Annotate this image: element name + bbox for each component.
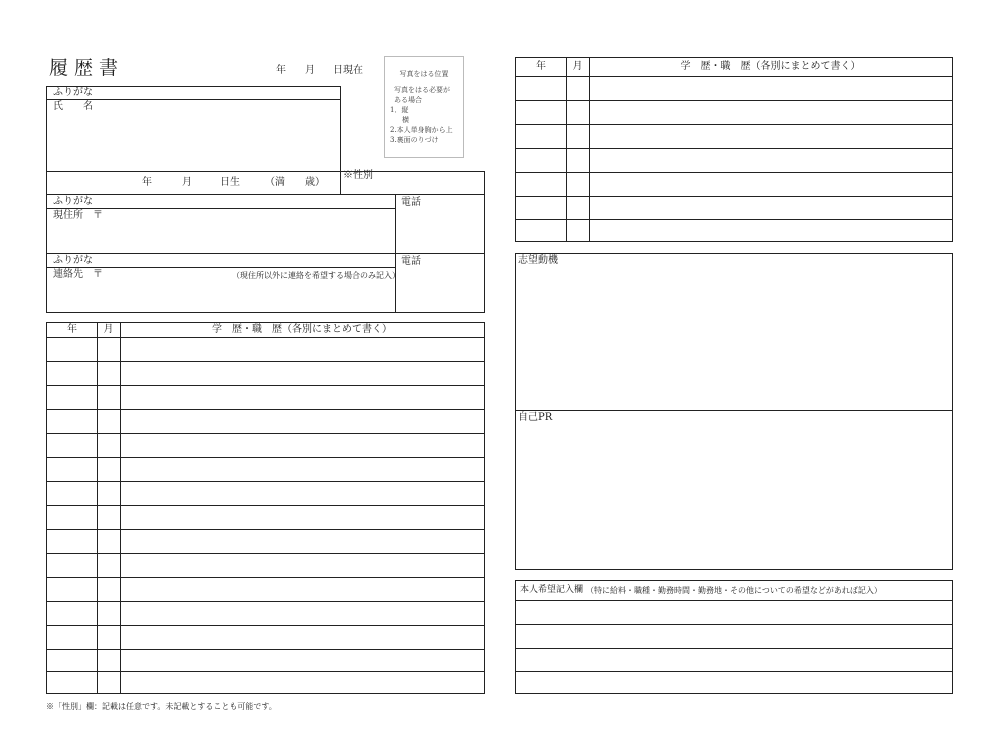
table-row[interactable]	[47, 481, 484, 482]
date-year-label: 年	[276, 65, 286, 76]
table-row[interactable]	[516, 219, 952, 220]
table-row[interactable]	[516, 76, 952, 77]
table-row[interactable]	[47, 337, 484, 338]
table-row[interactable]	[516, 624, 952, 625]
history-left-month-header: 月	[103, 324, 114, 335]
table-row[interactable]	[516, 671, 952, 672]
wishes-note: （特に給料・職種・勤務時間・勤務地・その他についての希望などがあれば記入）	[586, 586, 882, 595]
history-table-right	[515, 57, 953, 242]
photo-line-2: ある場合	[394, 96, 422, 104]
address-phone-label: 電話	[401, 197, 421, 208]
history-right-content-header: 学 歴・職 歴（各別にまとめて書く）	[680, 61, 861, 72]
table-row[interactable]	[47, 505, 484, 506]
history-left-content-header: 学 歴・職 歴（各別にまとめて書く）	[212, 324, 392, 335]
table-row[interactable]	[516, 148, 952, 149]
table-row[interactable]	[47, 649, 484, 650]
wishes-label: 本人希望記入欄	[520, 585, 584, 595]
date-as-of-label: 日現在	[333, 65, 363, 76]
table-row[interactable]	[516, 600, 952, 601]
table-row[interactable]	[516, 124, 952, 125]
motivation-label: 志望動機	[518, 255, 558, 266]
table-row[interactable]	[47, 625, 484, 626]
table-row[interactable]	[47, 409, 484, 410]
contact-furigana-label: ふりがな	[53, 255, 93, 266]
gender-label: ※性別	[343, 170, 373, 181]
table-row[interactable]	[47, 361, 484, 362]
table-row[interactable]	[516, 196, 952, 197]
name-label: 氏 名	[53, 101, 93, 112]
contact-note: （現住所以外に連絡を希望する場合のみ記入）	[232, 271, 400, 280]
table-row[interactable]	[47, 577, 484, 578]
address-label: 現住所 〒	[53, 210, 103, 221]
table-row[interactable]	[516, 172, 952, 173]
table-row[interactable]	[47, 457, 484, 458]
photo-line-1: 写真をはる必要が	[394, 86, 450, 94]
address-furigana-label: ふりがな	[53, 196, 93, 207]
table-row[interactable]	[47, 601, 484, 602]
date-month-label: 月	[305, 65, 315, 76]
table-row[interactable]	[47, 529, 484, 530]
photo-line-3: 1．縦	[390, 106, 409, 114]
history-right-year-header: 年	[536, 61, 546, 72]
history-table-left	[46, 322, 485, 694]
table-row[interactable]	[516, 100, 952, 101]
table-row[interactable]	[516, 648, 952, 649]
footer-note: ※「性別」欄：記載は任意です。未記載とすることも可能です。	[46, 702, 277, 711]
history-left-year-header: 年	[67, 324, 77, 335]
age-label: （満 歳）	[265, 177, 325, 188]
wishes-box	[515, 580, 953, 694]
photo-line-4: 横	[402, 116, 409, 124]
photo-line-5: 2.本人単身胸から上	[390, 126, 453, 134]
birth-month-label: 月	[182, 177, 192, 188]
birth-year-label: 年	[142, 177, 152, 188]
name-furigana-label: ふりがな	[53, 87, 93, 98]
birth-day-label: 日生	[220, 177, 240, 188]
photo-line-6: 3.裏面のりづけ	[390, 136, 439, 144]
table-row[interactable]	[47, 385, 484, 386]
table-row[interactable]	[47, 553, 484, 554]
table-row[interactable]	[47, 433, 484, 434]
page-title: 履歴書	[49, 57, 125, 79]
self-pr-label: 自己PR	[518, 412, 553, 423]
motivation-box[interactable]	[515, 253, 953, 570]
photo-heading: 写真をはる位置	[399, 70, 449, 78]
table-row[interactable]	[47, 671, 484, 672]
history-right-month-header: 月	[572, 61, 583, 72]
contact-phone-label: 電話	[401, 256, 421, 267]
contact-label: 連絡先 〒	[53, 269, 103, 280]
photo-placeholder[interactable]	[384, 56, 464, 158]
